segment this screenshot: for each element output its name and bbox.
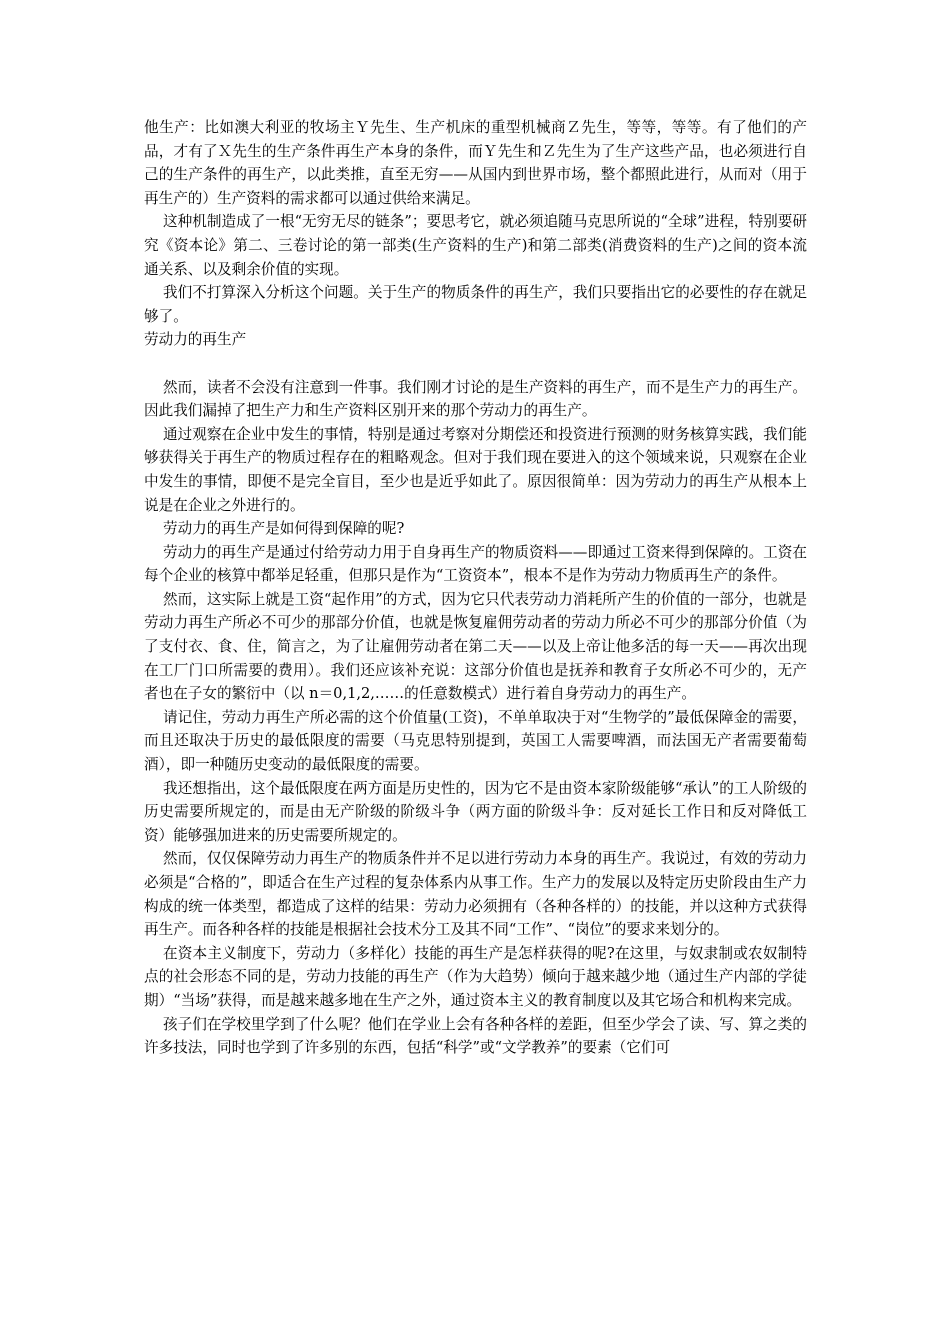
document-body xyxy=(144,116,807,1060)
section-heading: 劳动力的再生产 xyxy=(144,331,247,349)
paragraph: 然而，仅仅保障劳动力再生产的物质条件并不足以进行劳动力本身的再生产。我说过，有效的劳动力必须是“合格的”，即适合在生产过程的复杂体系内从事工作。生产力的发展以及特定历史阶段由生产力构成的统一体类型，都造成了这样的结果：劳动力必须拥有（各种各样的）的技能，并以这种方式获得再生产。而各种各样的技能是根据社会技术分工及其不同“工作”、“岗位”的要求来划分的。 xyxy=(144,850,807,939)
paragraph: 通过观察在企业中发生的事情，特别是通过考察对分期偿还和投资进行预测的财务核算实践，我们能够获得关于再生产的物质过程存在的粗略观念。但对于我们现在要进入的这个领域来说，只观察在企业中发生的事情，即便不是完全盲目，至少也是近乎如此了。原因很简单：因为劳动力的再生产从根本上说是在企业之外进行的。 xyxy=(144,425,807,514)
paragraph: 我们不打算深入分析这个问题。关于生产的物质条件的再生产，我们只要指出它的必要性的存在就足够了。 xyxy=(144,284,807,325)
paragraph: 在资本主义制度下，劳动力（多样化）技能的再生产是怎样获得的呢?在这里，与奴隶制或农奴制特点的社会形态不同的是，劳动力技能的再生产（作为大趋势）倾向于越来越少地（通过生产内部的学徒期）“当场”获得，而是越来越多地在生产之外，通过资本主义的教育制度以及其它场合和机构来完成。 xyxy=(144,944,807,1009)
paragraph-truncated: 孩子们在学校里学到了什么呢？他们在学业上会有各种各样的差距，但至少学会了读、写、算之类的许多技法，同时也学到了许多别的东西，包括“科学”或“文学教养”的要素（它们可 xyxy=(144,1015,807,1057)
paragraph: 劳动力的再生产是通过付给劳动力用于自身再生产的物质资料——即通过工资来得到保障的。工资在每个企业的核算中都举足轻重，但那只是作为“工资资本”，根本不是作为劳动力物质再生产的条件。 xyxy=(144,543,807,585)
paragraph: 劳动力的再生产是如何得到保障的呢? xyxy=(162,520,405,538)
paragraph: 然而，这实际上就是工资“起作用”的方式，因为它只代表劳动力消耗所产生的价值的一部分，也就是劳动力再生产所必不可少的那部分价值，也就是恢复雇佣劳动者的劳动力所必不可少的那部分价值（为了支付衣、食、住，简言之，为了让雇佣劳动者在第二天——以及上帝让他多活的每一天——再次出现在工厂门口所需要的费用）。我们还应该补充说：这部分价值也是抚养和教育子女所必不可少的，无产者也在子女的繁衍中（以 n＝0,1,2,……的任意数模式）进行着自身劳动力的再生产。 xyxy=(144,590,807,703)
blank-line xyxy=(144,352,807,376)
paragraph: 请记住，劳动力再生产所必需的这个价值量(工资)，不单单取决于对“生物学的”最低保障金的需要，而且还取决于历史的最低限度的需要（马克思特别提到，英国工人需要啤酒，而法国无产者需要葡萄酒），即一种随历史变动的最低限度的需要。 xyxy=(144,708,807,774)
paragraph: 然而，读者不会没有注意到一件事。我们刚才讨论的是生产资料的再生产，而不是生产力的再生产。因此我们漏掉了把生产力和生产资料区别开来的那个劳动力的再生产。 xyxy=(144,378,807,420)
paragraph-continued: 他生产：比如澳大利亚的牧场主Ｙ先生、生产机床的重型机械商Ｚ先生，等等，等等。有了他们的产品，才有了Ｘ先生的生产条件再生产本身的条件，而Ｙ先生和Ｚ先生为了生产这些产品，也必须进行自己的生产条件的再生产，以此类推，直至无穷——从国内到世界市场，整个都照此进行，从而对（用于再生产的）生产资料的需求都可以通过供给来满足。 xyxy=(144,119,807,207)
paragraph: 这种机制造成了一根“无穷无尽的链条”；要思考它，就必须追随马克思所说的“全球”进程，特别要研究《资本论》第二、三卷讨论的第一部类(生产资料的生产)和第二部类(消费资料的生产)之间的资本流通关系、以及剩余价值的实现。 xyxy=(144,213,807,278)
paragraph: 我还想指出，这个最低限度在两方面是历史性的，因为它不是由资本家阶级能够“承认”的工人阶级的历史需要所规定的，而是由无产阶级的阶级斗争（两方面的阶级斗争：反对延长工作日和反对降低工资）能够强加进来的历史需要所规定的。 xyxy=(144,779,807,844)
